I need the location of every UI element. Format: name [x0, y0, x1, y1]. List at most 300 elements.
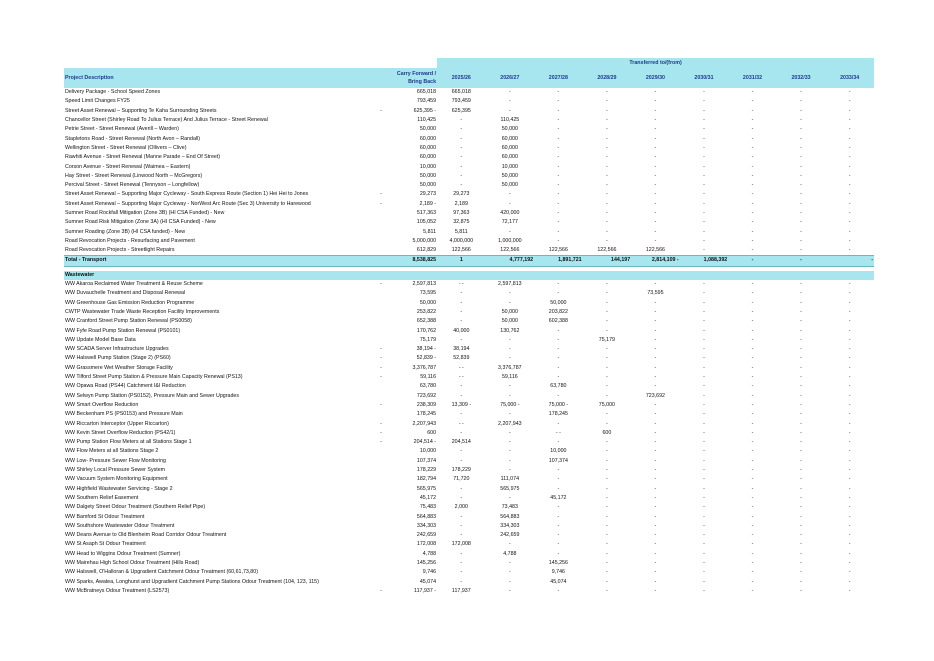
year-value-cell: 50,000 [501, 308, 518, 315]
year-value-cell: - [800, 429, 802, 436]
year-value-cell: - [751, 513, 754, 520]
year-value-cell: - [848, 383, 851, 390]
year-value-cell: 111,074 [500, 476, 520, 483]
sign-marker: - [380, 374, 383, 381]
wastewater-title: Wastewater [64, 271, 874, 280]
year-value-cell: - [460, 154, 463, 161]
year-value-cell: 2,000 [454, 504, 468, 511]
carry-forward-cell: 723,692 [416, 392, 437, 399]
total-year-value: 1,088,392 [680, 256, 729, 266]
carry-forward-cell: 178,245 [416, 411, 437, 418]
year-value-cell: - [800, 457, 802, 464]
year-value-cell: - [751, 392, 754, 399]
year-value-cell: - [848, 355, 851, 362]
year-value-cell: - [800, 522, 802, 529]
carry-forward-cell: 60,000 [419, 144, 437, 151]
carry-forward-cell: 204,514 - [413, 439, 437, 446]
year-value-cell: - [508, 429, 511, 436]
project-description-cell: Road Revocation Projects - Resurfacing and Pavement [65, 237, 195, 244]
year-value-cell: - [654, 117, 657, 124]
year-value-cell: 122,566 [597, 247, 617, 254]
spreadsheet-table-container [64, 58, 874, 596]
year-value-cell: - [606, 281, 608, 288]
sign-marker: - [380, 191, 383, 198]
year-value-cell: - [654, 107, 657, 114]
year-value-cell: 5,811 [454, 228, 468, 235]
year-value-cell: - [751, 522, 754, 529]
year-value-cell: 10,000 [501, 163, 518, 170]
year-value-cell: - [800, 346, 802, 353]
year-value-cell: - [606, 587, 608, 594]
year-value-cell: - [606, 550, 608, 557]
carry-forward-cell: 145,256 [416, 559, 437, 566]
carry-forward-cell: 334,303 [416, 522, 437, 529]
year-value-cell: - [508, 439, 511, 446]
year-value-cell: - [654, 532, 657, 539]
year-value-cell: - [654, 219, 657, 226]
carry-forward-cell: 665,018 [416, 89, 437, 96]
year-value-cell: 73,595 [647, 290, 664, 297]
year-value-cell: - [460, 163, 463, 170]
year-value-cell: - [751, 172, 754, 179]
carry-forward-cell: 178,229 [416, 467, 437, 474]
year-value-cell: - [557, 374, 560, 381]
year-value-cell: - [703, 281, 705, 288]
carry-forward-cell: 564,883 [416, 513, 437, 520]
year-value-cell: - [703, 200, 705, 207]
sign-marker: - [380, 439, 383, 446]
year-value-cell: - [557, 392, 560, 399]
year-value-cell: - [557, 522, 560, 529]
year-value-cell: - [460, 559, 463, 566]
year-value-cell: 38,194 [453, 346, 470, 353]
sign-marker: - [380, 364, 383, 371]
year-value-cell: - [654, 346, 657, 353]
header-row [64, 68, 874, 88]
year-value-cell: - [654, 336, 657, 343]
year-value-cell: 420,000 [500, 210, 520, 216]
year-value-cell: - [751, 117, 754, 124]
table-row [64, 447, 874, 456]
total-year-value: 4,777,192 [486, 256, 535, 266]
year-value-cell: - [508, 559, 511, 566]
year-value-cell: - [654, 522, 657, 529]
table-row [64, 392, 874, 401]
year-value-cell: - [654, 420, 657, 427]
carry-forward-cell: 242,659 [416, 532, 437, 539]
year-value-cell: - [557, 504, 560, 511]
year-value-cell: - [703, 476, 705, 483]
year-value-cell: - [848, 559, 851, 566]
year-value-cell: 60,000 [501, 154, 518, 161]
year-value-cell: - [654, 494, 657, 501]
year-value-cell: - [848, 476, 851, 483]
year-value-cell: 50,000 [501, 172, 518, 179]
year-value-cell: - [703, 219, 705, 226]
year-value-cell: - [848, 228, 851, 235]
year-value-cell: - [800, 569, 802, 576]
year-value-cell: - [703, 485, 705, 492]
year-value-cell: - [848, 578, 851, 585]
year-value-cell: - [703, 401, 705, 408]
wastewater-section-header [64, 271, 874, 280]
year-value-cell: 122,566 [645, 247, 666, 254]
year-value-cell: - [800, 200, 802, 207]
year-value-cell: - [800, 144, 802, 151]
year-value-cell: - [800, 336, 802, 343]
year-value-cell: - [703, 210, 705, 216]
year-header: 2030/31 [680, 68, 729, 88]
carry-forward-cell: 60,000 [419, 154, 437, 161]
carry-forward-cell: 2,189 - [419, 200, 437, 207]
year-value-cell: 45,172 [550, 494, 567, 501]
year-value-cell: - [800, 383, 802, 390]
year-value-cell: 665,018 [451, 89, 471, 96]
year-value-cell: - [703, 411, 705, 418]
header-spacer [64, 58, 384, 68]
project-description-cell: WW Halswell, O'Halloran & Upgradient Catchment Odour Treatment (60,61,73,80) [65, 569, 258, 576]
carry-forward-cell: 45,074 [419, 578, 437, 585]
sign-marker: - [380, 200, 383, 207]
year-value-cell: - [606, 237, 608, 244]
year-value-cell: - [460, 126, 463, 133]
year-value-cell: - [557, 107, 560, 114]
year-value-cell: - [703, 457, 705, 464]
year-value-cell: - [460, 532, 463, 539]
year-value-cell: - [606, 569, 608, 576]
year-value-cell: - [848, 172, 851, 179]
year-value-cell: - [703, 163, 705, 170]
year-value-cell: - [703, 191, 705, 198]
year-value-cell: - [751, 578, 754, 585]
year-value-cell: - [703, 467, 705, 474]
year-value-cell: - [800, 163, 802, 170]
project-description-cell: Corson Avenue - Street Renewal (Waimea – Eastern) [65, 163, 191, 170]
table-row [64, 308, 874, 317]
year-value-cell: - [606, 448, 608, 455]
year-value-cell: - [654, 401, 657, 408]
carry-forward-cell: 110,425 [417, 117, 437, 124]
year-value-cell: - [606, 144, 608, 151]
year-value-cell: - [703, 559, 705, 566]
year-value-cell: - [654, 429, 657, 436]
year-value-cell: 203,822 [548, 308, 568, 315]
year-value-cell: - [800, 467, 802, 474]
project-description-cell: WW Grassmere Wet Weather Storage Facility - [65, 364, 383, 371]
year-value-cell: - [460, 383, 463, 390]
carry-forward-cell: 3,376,787 [412, 364, 437, 371]
year-value-cell: - [606, 513, 608, 520]
project-description-cell: Chancellor Street (Shirley Road To Julius Terrace) And Julius Terrace - Street Renewal [65, 117, 268, 124]
header-spacer [384, 58, 437, 68]
table-row [64, 550, 874, 559]
project-description-cell: WW Mairehau High School Odour Treatment (Hills Road) [65, 559, 200, 566]
year-value-cell: - [557, 237, 560, 244]
carry-forward-cell: 253,822 [416, 308, 437, 315]
carry-forward-cell: 238,309 [416, 401, 437, 408]
year-value-cell: - [606, 578, 608, 585]
year-header: 2027/28 [534, 68, 583, 88]
year-value-cell: - [606, 126, 608, 133]
year-value-cell: - [848, 237, 851, 244]
year-value-cell: - [800, 476, 802, 483]
table-row [64, 568, 874, 577]
year-value-cell: - [606, 467, 608, 474]
year-value-cell: - [751, 281, 754, 288]
carry-forward-cell: 63,780 [419, 383, 437, 390]
carry-forward-cell: 107,374 [416, 457, 437, 464]
year-value-cell: 71,720 [453, 476, 470, 483]
year-value-cell: - [703, 569, 705, 576]
carry-forward-cell: 45,172 [419, 494, 437, 501]
year-value-cell: - [557, 89, 560, 96]
year-value-cell: - [703, 89, 705, 96]
year-header: 2031/32 [728, 68, 777, 88]
year-value-cell: - [703, 318, 705, 325]
year-value-cell: - [800, 504, 802, 511]
table-row [64, 354, 874, 363]
year-value-cell: - [606, 457, 608, 464]
year-value-cell: - [606, 494, 608, 501]
year-value-cell: - [460, 318, 463, 325]
year-value-cell: - [606, 308, 608, 315]
year-value-cell: - [751, 383, 754, 390]
transferred-header: Transferred to/(from) [437, 58, 874, 68]
year-value-cell: - [654, 210, 657, 216]
carry-forward-cell: 105,052 [416, 219, 437, 226]
year-value-cell: - [606, 200, 608, 207]
table-row [64, 162, 874, 171]
year-value-cell: - [800, 154, 802, 161]
year-value-cell: - [800, 281, 802, 288]
year-value-cell: - [703, 182, 705, 189]
total-year-value: 1 [437, 256, 486, 266]
year-value-cell: 334,303 [500, 522, 520, 529]
table-row [64, 410, 874, 419]
transport-section [64, 88, 874, 256]
year-value-cell: - [800, 182, 802, 189]
year-value-cell: - [703, 532, 705, 539]
year-value-cell: - [508, 411, 511, 418]
year-value-cell: - [751, 290, 754, 297]
carry-forward-cell: 52,839 - [416, 355, 437, 362]
year-value-cell: - [654, 308, 657, 315]
year-value-cell: - [751, 420, 754, 427]
table-row [64, 540, 874, 549]
year-value-cell: 29,273 [453, 191, 470, 198]
year-value-cell: - [703, 117, 705, 124]
year-value-cell: - [703, 494, 705, 501]
year-value-cell: - [654, 154, 657, 161]
year-value-cell: - [508, 448, 511, 455]
year-value-cell: - [800, 532, 802, 539]
year-value-cell: - [751, 532, 754, 539]
year-value-cell: - [654, 228, 657, 235]
year-value-cell: - [751, 327, 754, 334]
year-value-cell: - [800, 374, 802, 381]
year-value-cell: - [848, 219, 851, 226]
year-value-cell: - [848, 522, 851, 529]
year-value-cell: - [703, 247, 705, 254]
project-description-cell: Sumner Road Risk Mitigation (Zone 3A) (HI CSA Funded) - New [65, 219, 216, 226]
year-value-cell: - [654, 513, 657, 520]
year-value-cell: - [703, 374, 705, 381]
table-row [64, 181, 874, 190]
project-description-cell: WW Selwyn Pump Station (PS0152), Pressure Main and Sewer Upgrades [65, 392, 239, 399]
year-value-cell: - [800, 210, 802, 216]
year-value-cell: 9,746 [551, 569, 565, 576]
year-value-cell: - [848, 318, 851, 325]
wastewater-section [64, 280, 874, 596]
year-value-cell: - [606, 299, 608, 306]
year-value-cell: - [606, 89, 608, 96]
year-value-cell: - [606, 182, 608, 189]
carry-forward-cell: 75,483 [419, 504, 437, 511]
project-description-cell: WW Highfield Wastewater Servicing - Stage 2 [65, 485, 173, 492]
year-value-cell: - [557, 200, 560, 207]
year-value-cell: - [654, 355, 657, 362]
year-value-cell: - [703, 541, 705, 548]
year-value-cell: - [751, 569, 754, 576]
year-value-cell: - [800, 559, 802, 566]
year-value-cell: - - [458, 364, 464, 371]
year-header: 2032/33 [777, 68, 826, 88]
year-value-cell: - [751, 98, 754, 105]
year-value-cell: - [703, 578, 705, 585]
year-value-cell: - [848, 163, 851, 170]
year-value-cell: - [703, 154, 705, 161]
carry-forward-cell: 172,008 [416, 541, 437, 548]
year-value-cell: 625,395 [451, 107, 471, 114]
carry-forward-cell: 182,794 [416, 476, 437, 483]
year-value-cell: - [848, 200, 851, 207]
carry-forward-cell: 9,746 [422, 569, 437, 576]
year-value-cell: - [800, 290, 802, 297]
year-value-cell: - [848, 411, 851, 418]
year-value-cell: - [751, 346, 754, 353]
carry-forward-cell: 117,937 - [414, 587, 437, 594]
year-value-cell: 2,597,813 [498, 281, 522, 288]
year-value-cell: - - [458, 420, 464, 427]
year-value-cell: - [557, 191, 560, 198]
year-value-cell: 60,000 [501, 135, 518, 142]
year-value-cell: - [848, 98, 851, 105]
table-row [64, 577, 874, 586]
year-value-cell: 63,780 [550, 383, 567, 390]
year-value-cell: - [654, 578, 657, 585]
year-value-cell: - [751, 308, 754, 315]
year-value-cell: - [654, 135, 657, 142]
year-value-cell: - [703, 429, 705, 436]
year-value-cell: 97,363 [453, 210, 470, 216]
year-value-cell: - [557, 346, 560, 353]
year-value-cell: - [751, 89, 754, 96]
project-description-cell: Wellington Street - Street Renewal (Ollivers – Clive) [65, 144, 187, 151]
project-description-cell: WW Cranford Street Pump Station Renewal (PS0058) [65, 318, 192, 325]
year-value-cell: - [848, 457, 851, 464]
year-value-cell: - [654, 318, 657, 325]
table-row [64, 97, 874, 106]
year-value-cell: - [460, 485, 463, 492]
year-value-cell: - [751, 210, 754, 216]
year-value-cell: - [557, 281, 560, 288]
table-row [64, 364, 874, 373]
year-value-cell: - [848, 135, 851, 142]
year-value-cell: - [703, 98, 705, 105]
year-value-cell: - [654, 327, 657, 334]
year-value-cell: - [508, 299, 511, 306]
year-value-cell: - [751, 401, 754, 408]
year-value-cell: - [800, 392, 802, 399]
table-row [64, 522, 874, 531]
carry-forward-cell: 625,395 - [413, 107, 437, 114]
year-value-cell: - [508, 392, 511, 399]
carry-forward-cell: 5,000,000 [412, 237, 437, 244]
carry-forward-cell: 50,000 [419, 172, 437, 179]
carry-forward-cell: 73,595 [419, 290, 437, 297]
project-description-cell: WW Akaroa Reclaimed Water Treatment & Reuse Scheme - [65, 281, 383, 288]
year-value-cell: - [606, 485, 608, 492]
year-value-cell: - [508, 569, 511, 576]
year-value-cell: - [800, 485, 802, 492]
year-value-cell: - - [458, 374, 464, 381]
year-value-cell: - [606, 290, 608, 297]
year-value-cell: - [460, 117, 463, 124]
year-value-cell: - [751, 587, 754, 594]
year-value-cell: - [508, 336, 511, 343]
project-description-cell: CWTP Wastewater Trade Waste Reception Facility Improvements [65, 308, 220, 315]
year-value-cell: - [557, 587, 560, 594]
year-value-cell: - [703, 327, 705, 334]
table-row [64, 587, 874, 596]
year-value-cell: - [654, 439, 657, 446]
year-value-cell: - [703, 392, 705, 399]
year-value-cell: - [508, 383, 511, 390]
table-row [64, 190, 874, 199]
year-value-cell: - [460, 392, 463, 399]
year-value-cell: 45,074 [550, 578, 567, 585]
year-value-cell: - [557, 135, 560, 142]
year-value-cell: - [508, 494, 511, 501]
year-value-cell: - [508, 89, 511, 96]
year-value-cell: - [751, 429, 754, 436]
year-value-cell: - [751, 154, 754, 161]
year-value-cell: 1,000,000 [498, 237, 522, 244]
year-value-cell: - [800, 541, 802, 548]
table-row [64, 280, 874, 289]
year-value-cell: 50,000 [501, 126, 518, 133]
year-value-cell: 52,839 [453, 355, 470, 362]
year-value-cell: - [703, 522, 705, 529]
year-value-cell: - [848, 346, 851, 353]
year-header: 2033/34 [825, 68, 874, 88]
year-value-cell: - [848, 467, 851, 474]
project-description-cell: WW Sparks, Awatea, Longhurst and Upgradient Catchment Pump Stations Odour Treatment (104, 123, 115) [65, 578, 319, 585]
year-value-cell: 122,566 [548, 247, 568, 254]
year-value-cell: - [848, 299, 851, 306]
year-value-cell: - [703, 126, 705, 133]
year-value-cell: - [703, 144, 705, 151]
year-value-cell: 145,256 [548, 559, 568, 566]
year-value-cell: - [557, 364, 560, 371]
year-value-cell: - [848, 401, 851, 408]
year-value-cell: - [751, 247, 754, 254]
year-value-cell: - [848, 587, 851, 594]
year-value-cell: - [848, 374, 851, 381]
project-description-cell: WW Update Model Base Data [65, 336, 136, 343]
carry-forward-cell: 50,000 [419, 182, 437, 189]
year-value-cell: - [557, 541, 560, 548]
